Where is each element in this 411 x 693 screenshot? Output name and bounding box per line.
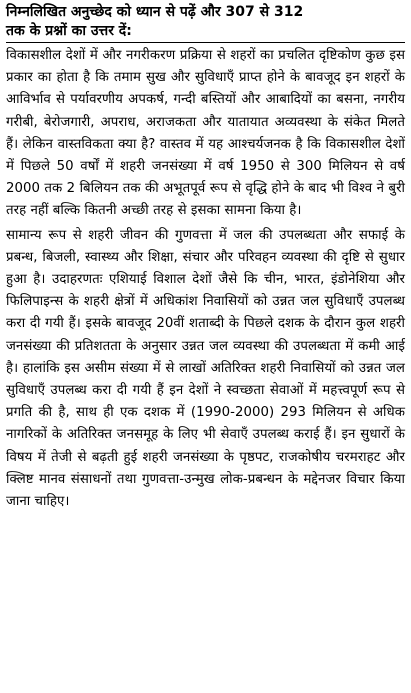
heading-line-1: निम्नलिखित अनुच्छेद को ध्यान से पढ़ें और 307 से 312 <box>6 4 304 20</box>
passage-paragraph-1: विकासशील देशों में और नगरीकरण प्रक्रिया से शहरों का प्रचलित दृष्टिकोण कुछ इस प्रकार का होता है कि तमाम सुख और सुविधाएँ प्राप्त होने के बावजूद इन शहरों के आविर्भाव से पर्यावरणीय अपकर्ष, गन्दी बस्तियों और आबादियों का बसना, नगरीय गरीबी, बेरोजगारी, अपराध, अराजकता और यातायात अव्यवस्था के संकेत मिलते हैं। लेकिन वास्तविकता क्या है? वास्तव में यह आश्चर्यजनक है कि विकासशील देशों में पिछले 50 वर्षों में शहरी जनसंख्या में वर्ष 1950 से 300 मिलियन से वर्ष 2000 तक 2 बिलियन तक की अभूतपूर्व रूप से वृद्धि होने के बाद भी विश्व ने बुरी तरह नहीं बल्कि कितनी अच्छी तरह से इसका सामना किया है। <box>6 48 405 219</box>
passage-paragraph-2: सामान्य रूप से शहरी जीवन की गुणवत्ता में जल की उपलब्धता और सफाई के प्रबन्ध, बिजली, स्वास्थ्य और शिक्षा, संचार और परिवहन व्यवस्था की दृष्टि से सुधार हुआ है। उदाहरणतः एशियाई विशाल देशों जैसे कि चीन, भारत, इंडोनेशिया और फिलिपाइन्स के शहरी क्षेत्रों में अधिकांश निवासियों को उन्नत जल सुविधाएँ उपलब्ध करा दी गयी हैं। इसके बावजूद 20वीं शताब्दी के पिछले दशक के दौरान कुल शहरी जनसंख्या की प्रतिशतता के अनुसार उन्नत जल व्यवस्था की उपलब्धता में कमी आई है। हालांकि इस असीम संख्या में से लाखों अतिरिक्त शहरी निवासियों को उन्नत जल सुविधाएँ उपलब्ध करा दी गयी हैं इन देशों ने स्वच्छता सेवाओं में महत्त्वपूर्ण रूप से प्रगति की है, साथ ही एक दशक में (1990-2000) 293 मिलियन से अधिक नागरिकों के अतिरिक्त जनसमूह के लिए भी सेवाएँ उपलब्ध कराई हैं। इन सुधारों के विषय में तेजी से बढ़ती हुई शहरी जनसंख्या के पृष्ठपट, राजकोषीय चरमराहट और क्लिष्ट मानव संसाधनों तथा गुणवत्ता-उन्मुख लोक-प्रबन्धन के मद्देनजर विचार किया जाना चाहिए। <box>6 227 405 510</box>
heading-divider <box>6 42 405 43</box>
heading-line-2: तक के प्रश्नों का उत्तर दें: <box>6 23 132 39</box>
passage-instruction-heading <box>6 3 405 41</box>
